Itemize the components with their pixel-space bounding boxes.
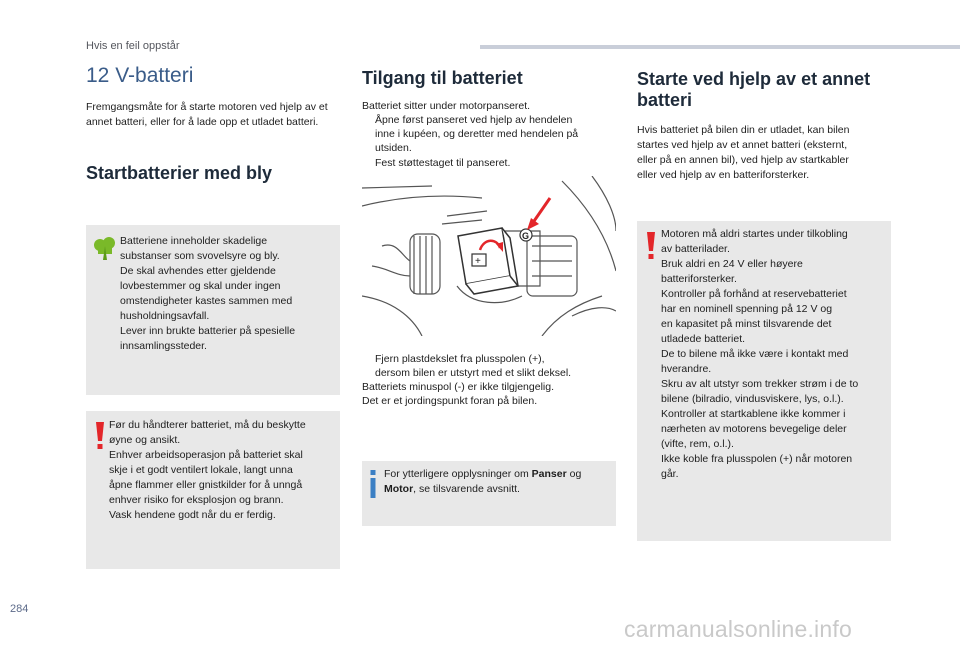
- warning-line: åpne flammer eller gnistkilder for å unngå: [109, 479, 303, 491]
- info-link-engine: Motor: [384, 483, 414, 495]
- bullet-line: Åpne først panseret ved hjelp av hendelen: [375, 114, 573, 126]
- warning-line: bilene (bilradio, vindusviskere, lys, o.l.).: [661, 393, 844, 405]
- warning-box-handling: [86, 411, 340, 569]
- warning-box-jump-start: [637, 221, 891, 541]
- eco-leaf-icon: [94, 236, 116, 262]
- warning-line: skje i et godt ventilert lokale, langt unna: [109, 464, 293, 476]
- column-3: [637, 69, 897, 183]
- warning-line: Før du håndterer batteriet, må du beskytte: [109, 419, 306, 431]
- column-2: [362, 68, 617, 170]
- eco-line: lovbestemmer og skal under ingen: [120, 280, 281, 292]
- warning-line: hverandre.: [661, 363, 712, 375]
- column-2-lower: [362, 352, 617, 408]
- column-1: [86, 64, 336, 184]
- intro-line: eller på en annen bil), ved hjelp av startkabler: [637, 154, 849, 166]
- eco-line: husholdningsavfall.: [120, 310, 210, 322]
- bullet-line: utsiden.: [375, 142, 412, 154]
- bullet-line: dersom bilen er utstyrt med et slikt deksel.: [375, 367, 572, 379]
- subtitle-lead-batteries: Startbatterier med bly: [86, 163, 273, 183]
- intro-line: eller ved hjelp av en batteriforsterker.: [637, 169, 810, 181]
- battery-location-text: Batteriet sitter under motorpanseret.: [362, 100, 531, 112]
- engine-bay-illustration: [362, 176, 616, 336]
- title-jump-start: [637, 69, 897, 111]
- info-text-pre: For ytterligere opplysninger om: [384, 468, 532, 480]
- ground-point-text: Det er et jordingspunkt foran på bilen.: [362, 395, 538, 407]
- warning-line: Kontroller på forhånd at reservebatteriet: [661, 288, 847, 300]
- warning-line: utladede batteriet.: [661, 333, 746, 345]
- intro-line: startes ved hjelp av et annet batteri (eksternt,: [637, 139, 848, 151]
- eco-notice-text: [120, 234, 335, 354]
- warning-text: [109, 418, 337, 523]
- warning-line: Bruk aldri en 24 V eller høyere: [661, 258, 803, 270]
- warning-line: øyne og ansikt.: [109, 434, 181, 446]
- bullet-open-bonnet: [362, 113, 617, 155]
- warning-line: enhver risiko for eksplosjon og brann.: [109, 494, 284, 506]
- warning-line: har en nominell spenning på 12 V og: [661, 303, 833, 315]
- bullet-arrow-icon: [362, 113, 375, 155]
- header-rule: [480, 45, 960, 49]
- warning-line: Kontroller at startkablene ikke kommer i: [661, 408, 846, 420]
- warning-line: en kapasitet på minst tilsvarende det: [661, 318, 832, 330]
- ground-point-label: G: [522, 231, 530, 241]
- warning-exclamation-icon: [95, 422, 105, 450]
- warning-line: Motoren må aldri startes under tilkobling: [661, 228, 848, 240]
- info-link-bonnet: Panser: [531, 468, 567, 480]
- info-box-more: [362, 461, 616, 526]
- warning-line: av batterilader.: [661, 243, 730, 255]
- page-title: 12 V-batteri: [86, 64, 194, 87]
- eco-line: De skal avhendes etter gjeldende: [120, 265, 276, 277]
- info-text: [384, 467, 612, 497]
- warning-line: De to bilene må ikke være i kontakt med: [661, 348, 849, 360]
- eco-line: Batteriene inneholder skadelige: [120, 235, 268, 247]
- info-icon: [370, 470, 376, 498]
- title-line: Starte ved hjelp av et annet: [637, 69, 871, 89]
- title-line: batteri: [637, 90, 693, 110]
- warning-line: går.: [661, 468, 679, 480]
- warning-text: [661, 227, 889, 482]
- bullet-remove-cover: [362, 352, 617, 380]
- warning-line: Ikke koble fra plusspolen (+) når motoren: [661, 453, 853, 465]
- plus-terminal-label: +: [475, 256, 481, 267]
- info-text-mid: og: [566, 468, 582, 480]
- eco-line: Lever inn brukte batterier på spesielle: [120, 325, 296, 337]
- watermark-text: carmanualsonline.info: [624, 616, 852, 642]
- eco-line: substanser som svovelsyre og bly.: [120, 250, 280, 262]
- bullet-arrow-icon: [362, 156, 375, 170]
- bullet-line: inne i kupéen, og deretter med hendelen på: [375, 128, 579, 140]
- bullet-arrow-icon: [362, 352, 375, 380]
- eco-line: innsamlingssteder.: [120, 340, 207, 352]
- warning-line: nærheten av motorens bevegelige deler: [661, 423, 847, 435]
- warning-exclamation-icon: [646, 232, 656, 260]
- negative-terminal-text: Batteriets minuspol (-) er ikke tilgjengelig.: [362, 381, 554, 393]
- intro-text: Fremgangsmåte for å starte motoren ved hjelp av et annet batteri, eller for å lade opp et utladet batteri.: [86, 101, 328, 128]
- info-text-post: , se tilsvarende avsnitt.: [413, 483, 520, 495]
- warning-line: Enhver arbeidsoperasjon på batteriet skal: [109, 449, 303, 461]
- bullet-line: Fest støttestaget til panseret.: [375, 157, 511, 169]
- warning-line: (vifte, rem, o.l.).: [661, 438, 734, 450]
- bullet-fix-stay: [362, 156, 617, 170]
- intro-line: Hvis batteriet på bilen din er utladet, kan bilen: [637, 124, 850, 136]
- section-header: Hvis en feil oppstår: [86, 40, 180, 52]
- eco-line: omstendigheter kastes sammen med: [120, 295, 293, 307]
- bullet-line: Fjern plastdekslet fra plusspolen (+),: [375, 353, 545, 365]
- warning-line: batteriforsterker.: [661, 273, 737, 285]
- warning-line: Skru av alt utstyr som trekker strøm i de to: [661, 378, 859, 390]
- title-battery-access: Tilgang til batteriet: [362, 68, 523, 88]
- jump-start-intro: [637, 123, 897, 183]
- warning-line: Vask hendene godt når du er ferdig.: [109, 509, 276, 521]
- page-number: 284: [10, 603, 29, 615]
- eco-notice-box: [86, 225, 340, 395]
